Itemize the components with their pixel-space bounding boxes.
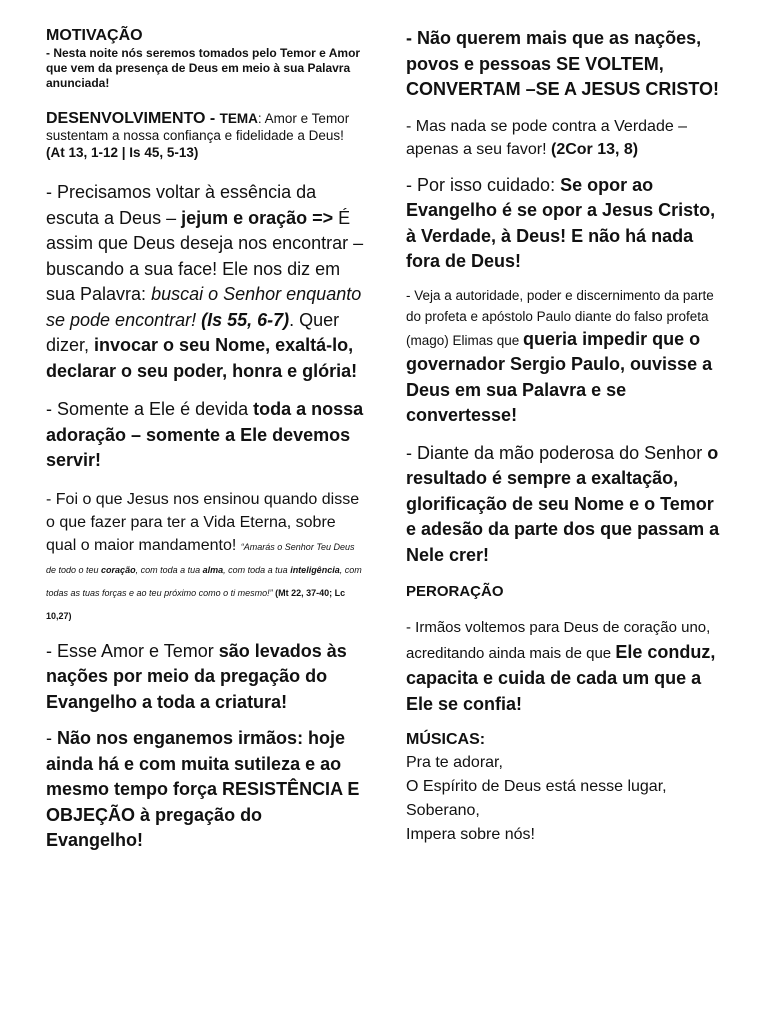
p4-text: - Esse Amor e Temor: [46, 640, 219, 661]
p1-text-2: É assim que Deus deseja nos encontrar – buscando a sua face! Ele nos diz em sua Palavra:: [46, 207, 364, 304]
p3-quote-2: coração: [101, 564, 136, 575]
p1-quote: buscai o Senhor enquanto se pode encontrar!: [46, 284, 362, 330]
p10-text: - Diante da mão poderosa do Senhor: [406, 442, 708, 463]
p3-reference: (Mt 22, 37-40; Lc 10,27): [46, 587, 346, 621]
p10-bold: o resultado é sempre a exaltação, glorificação de seu Nome e o Temor e adesão da parte dos que passam a Nele crer!: [406, 442, 720, 565]
paragraph-resultado: [406, 441, 726, 569]
p11-bold: Ele conduz, capacita e cuida de cada um que a Ele se confia!: [406, 642, 716, 714]
p4-bold: são levados às nações por meio da pregação do Evangelho a toda a criatura!: [46, 640, 347, 712]
p1-bold: jejum e oração =>: [181, 207, 334, 228]
motivacao-heading: MOTIVAÇÃO: [46, 27, 143, 44]
paragraph-jejum: [46, 180, 364, 384]
paragraph-resistencia: [46, 726, 364, 854]
p3-quote-6: inteligência: [290, 564, 340, 575]
paragraph-elimas: [406, 285, 726, 429]
musicas-heading: MÚSICAS:: [406, 731, 486, 748]
p2-text: - Somente a Ele é devida: [46, 399, 254, 419]
paragraph-adoracao: [46, 397, 364, 474]
p3-quote-5: , com toda a tua: [223, 564, 291, 575]
right-column: [406, 26, 726, 847]
paragraph-peroracao: [406, 617, 726, 717]
peroracao-heading: PERORAÇÃO: [406, 583, 504, 600]
paragraph-verdade: [406, 115, 726, 161]
heading-dash: -: [205, 110, 220, 127]
left-column: [46, 26, 364, 854]
p9-text: - Veja a autoridade, poder e discernimento da parte do profeta e apóstolo Paulo diante do falso profeta (mago) Elimas que: [406, 287, 714, 348]
desenvolvimento-paragraph: [46, 110, 364, 161]
desenvolvimento-heading: DESENVOLVIMENTO: [46, 110, 206, 127]
song-item: O Espírito de Deus está nesse lugar,: [406, 778, 667, 795]
p3-quote-1: “Amarás o Senhor Teu Deus de todo o teu: [46, 541, 355, 575]
p7-text: - Mas nada se pode contra a Verdade – apenas a seu favor!: [406, 117, 688, 158]
p3-quote-7: , com todas as tuas forças e ao teu próximo como o ti mesmo!”: [46, 564, 362, 598]
tema-text: : Amor e Temor sustentam a nossa confiança e fidelidade a Deus!: [46, 111, 350, 143]
paragraph-nacoes: - Não querem mais que as nações, povos e pessoas SE VOLTEM, CONVERTAM –SE A JESUS CRISTO!: [406, 28, 720, 99]
p9-bold: queria impedir que o governador Sergio Paulo, ouvisse a Deus em sua Palavra e se convertesse!: [406, 328, 713, 425]
p3-quote-4: alma: [202, 564, 224, 575]
p5-bold: Não nos enganemos irmãos: hoje ainda há e com muita sutileza e ao mesmo tempo força RESISTÊNCIA E OBJEÇÃO à pregação do Evangelho!: [46, 728, 360, 850]
motivacao-text: - Nesta noite nós seremos tomados pelo Temor e Amor que vem da presença de Deus em meio à sua Palavra anunciada!: [46, 46, 361, 90]
p1-bold-2: invocar o seu Nome, exaltá-lo, declarar o seu poder, honra e glória!: [46, 335, 358, 381]
p3-quote-3: , com toda a tua: [135, 564, 203, 575]
tema-reference: (At 13, 1-12 | Is 45, 5-13): [46, 145, 199, 160]
p1-reference: (Is 55, 6-7): [196, 309, 290, 330]
p1-text-3: . Quer dizer,: [46, 309, 340, 355]
song-item: Soberano,: [406, 802, 480, 819]
p3-text: - Foi o que Jesus nos ensinou quando disse o que fazer para ter a Vida Eterna, sobre qual o maior mandamento!: [46, 490, 360, 554]
song-item: Pra te adorar,: [406, 754, 503, 771]
p8-bold: Se opor ao Evangelho é se opor a Jesus Cristo, à Verdade, à Deus! E não há nada fora de Deus!: [406, 174, 716, 271]
paragraph-mandamento: [46, 488, 364, 626]
song-list: [406, 751, 726, 847]
p8-text: - Por isso cuidado:: [406, 174, 561, 195]
tema-label: TEMA: [219, 111, 258, 126]
song-item: Impera sobre nós!: [406, 826, 535, 843]
p1-text: - Precisamos voltar à essência da escuta a Deus –: [46, 182, 317, 228]
p2-bold: toda a nossa adoração – somente a Ele devemos servir!: [46, 399, 364, 470]
p5-text: -: [46, 728, 57, 748]
paragraph-cuidado: [406, 173, 726, 275]
p7-reference: (2Cor 13, 8): [550, 140, 639, 158]
p11-text: - Irmãos voltemos para Deus de coração uno, acreditando ainda mais de que: [406, 619, 711, 662]
paragraph-amor-temor: [46, 639, 364, 716]
